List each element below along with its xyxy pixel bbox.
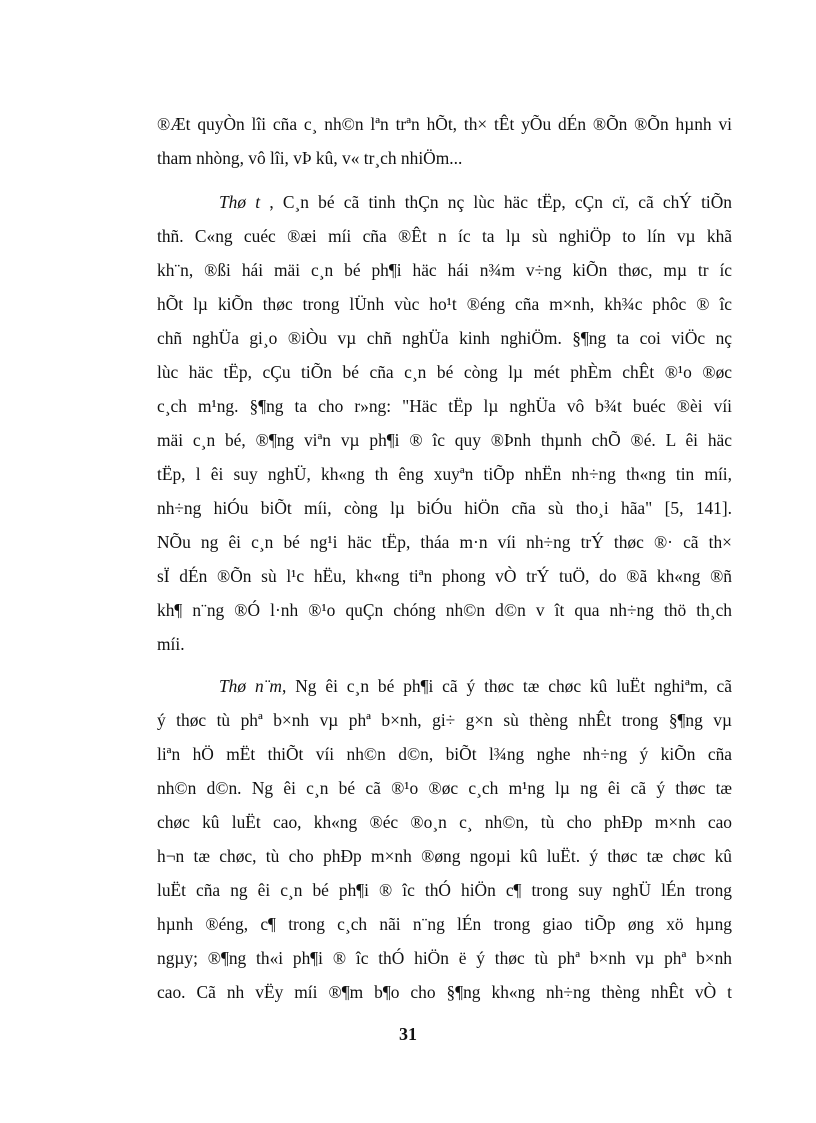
paragraph-3-line-6 [157,846,732,866]
line-text: , Ng êi c¸n bé ph¶i cã ý thøc tæ chøc kû luËt nghiªm, cã [282,676,732,696]
paragraph-2-line-13 [157,600,732,620]
line-text: liªn hÖ mËt thiÕt víi nh©n d©n, biÕt l¾ng nghe nh÷ng ý kiÕn cña [157,744,732,764]
line-text: chøc kû luËt cao, kh«ng ®éc ®o¸n c¸ nh©n, tù cho phÐp m×nh cao [157,812,732,832]
line-text: luËt cña ng êi c¸n bé ph¶i ® îc thÓ hiÖn c¶ trong suy nghÜ lÉn trong [157,880,732,900]
paragraph-lead: Thø n¨m [219,676,282,696]
line-text: lùc häc tËp, cÇu tiÕn bé cña c¸n bé còng lµ mét phÈm chÊt ®¹o ®øc [157,362,732,382]
line-text: sÏ dÉn ®Õn sù l¹c hËu, kh«ng tiªn phong vÒ trÝ tuÖ, do ®ã kh«ng ®ñ [157,566,732,586]
line-text: ®Æt quyÒn lîi cña c¸ nh©n lªn trªn hÕt, th× tÊt yÕu dÉn ®Õn ®Õn hµnh vi [157,114,732,134]
line-text: kh¨n, ®ßi hái mäi c¸n bé ph¶i häc hái n¾m v÷ng kiÕn thøc, mµ tr íc [157,260,732,280]
paragraph-2-line-6 [157,362,732,382]
line-text: h¬n tæ chøc, tù cho phÐp m×nh ®øng ngoµi kû luËt. ý thøc tæ chøc kû [157,846,732,866]
line-text: tËp, l êi suy nghÜ, kh«ng th êng xuyªn tiÕp nhËn nh÷ng th«ng tin míi, [157,464,732,484]
paragraph-2-line-5 [157,328,732,348]
paragraph-1-line-1 [157,114,732,134]
paragraph-3-line-4 [157,778,732,798]
paragraph-2-line-9 [157,464,732,484]
paragraph-3-line-10 [157,982,732,1002]
paragraph-2-line-1 [219,192,732,212]
paragraph-3-line-3 [157,744,732,764]
paragraph-3-line-7 [157,880,732,900]
line-text: nh÷ng hiÓu biÕt míi, còng lµ biÓu hiÖn cña sù tho¸i hãa" [5, 141]. [157,498,732,518]
paragraph-2-line-10 [157,498,732,518]
paragraph-2-line-14 [157,634,732,654]
paragraph-3-line-1 [219,676,732,696]
paragraph-2-line-2 [157,226,732,246]
line-text: ngµy; ®¶ng th«i ph¶i ® îc thÓ hiÖn ë ý thøc tù phª b×nh vµ phª b×nh [157,948,732,968]
paragraph-2-line-12 [157,566,732,586]
paragraph-3-line-9 [157,948,732,968]
line-text: cao. Cã nh vËy míi ®¶m b¶o cho §¶ng kh«ng nh÷ng thèng nhÊt vÒ t [157,982,732,1002]
paragraph-2-line-8 [157,430,732,450]
line-text: mäi c¸n bé, ®¶ng viªn vµ ph¶i ® îc quy ®Þnh thµnh chÕ ®é. L êi häc [157,430,732,450]
paragraph-3-line-2 [157,710,732,730]
line-text: míi. [157,634,185,654]
paragraph-2-line-7 [157,396,732,416]
paragraph-lead: Thø t [219,192,261,212]
paragraph-2-line-3 [157,260,732,280]
line-text: c¸ch m¹ng. §¶ng ta cho r»ng: "Häc tËp lµ nghÜa vô b¾t buéc ®èi víi [157,396,732,416]
line-text: , C¸n bé cã tinh thÇn nç lùc häc tËp, cÇn cï, cã chÝ tiÕn [260,192,732,212]
paragraph-3-line-5 [157,812,732,832]
paragraph-2-line-4 [157,294,732,314]
line-text: chñ nghÜa gi¸o ®iÒu vµ chñ nghÜa kinh nghiÖm. §¶ng ta coi viÖc nç [157,328,732,348]
page-number: 31 [399,1024,417,1044]
line-text: hµnh ®éng, c¶ trong c¸ch nãi n¨ng lÉn trong giao tiÕp øng xö hµng [157,914,732,934]
line-text: kh¶ n¨ng ®Ó l·nh ®¹o quÇn chóng nh©n d©n v ît qua nh÷ng thö th¸ch [157,600,732,620]
paragraph-2-line-11 [157,532,732,552]
line-text: tham nhòng, vô lîi, vÞ kû, v« tr¸ch nhiÖm... [157,148,463,168]
line-text: nh©n d©n. Ng êi c¸n bé cã ®¹o ®øc c¸ch m¹ng lµ ng êi cã ý thøc tæ [157,778,732,798]
line-text: ý thøc tù phª b×nh vµ phª b×nh, gi÷ g×n sù thèng nhÊt trong §¶ng vµ [157,710,732,730]
line-text: thñ. C«ng cuéc ®æi míi cña ®Êt n íc ta lµ sù nghiÖp to lín vµ khã [157,226,732,246]
line-text: NÕu ng êi c¸n bé ng¹i häc tËp, tháa m·n víi nh÷ng trÝ thøc ®· cã th× [157,532,732,552]
paragraph-1-line-2 [157,148,732,168]
paragraph-3-line-8 [157,914,732,934]
line-text: hÕt lµ kiÕn thøc trong lÜnh vùc ho¹t ®éng cña m×nh, kh¾c phôc ® îc [157,294,732,314]
